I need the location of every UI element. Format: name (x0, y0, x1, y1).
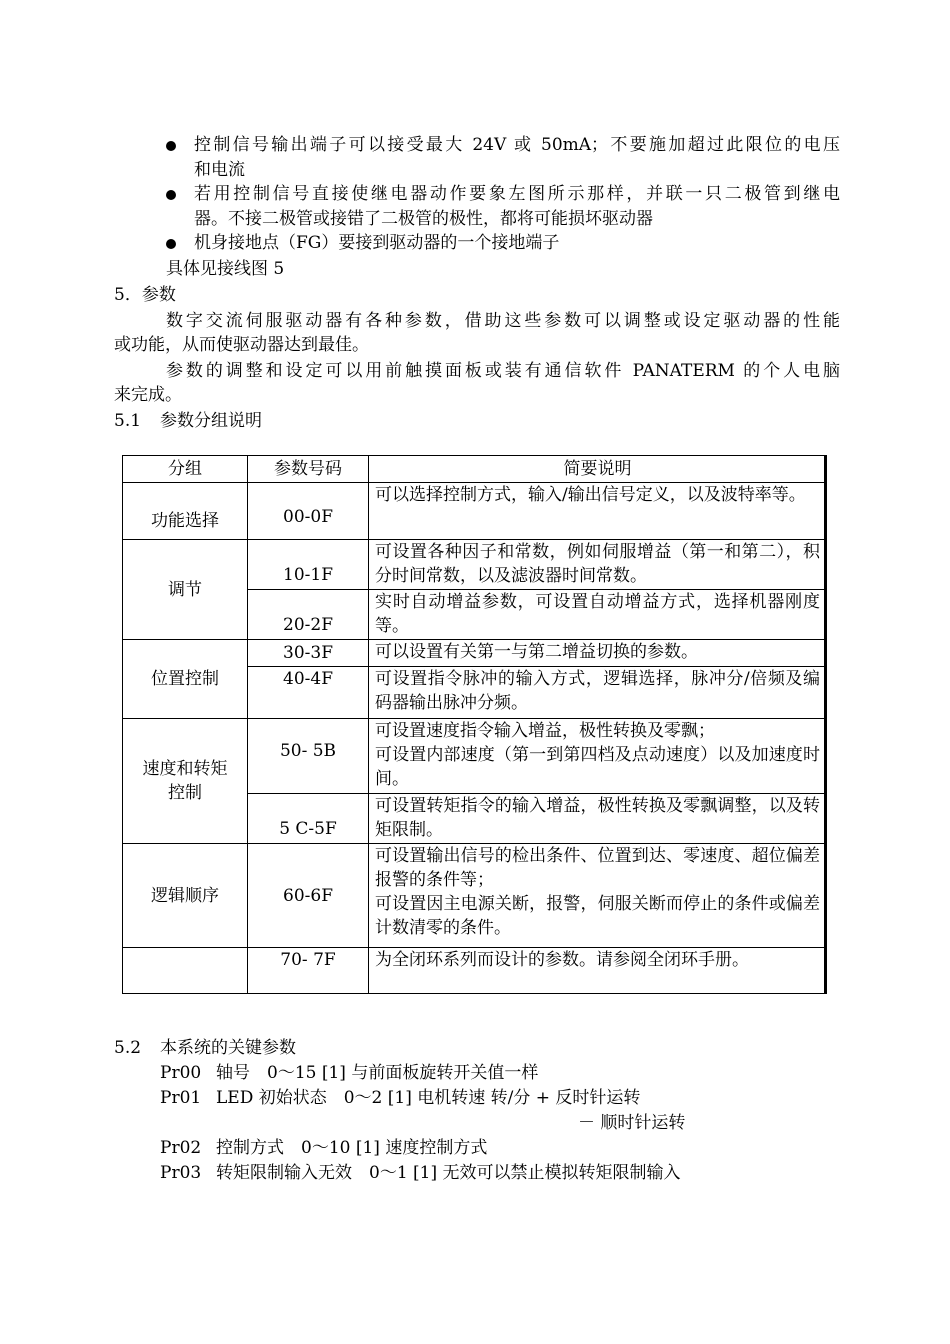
group-cell (123, 719, 248, 844)
param-code: Pr01 (160, 1088, 202, 1108)
section-5-heading: 5．参数 (114, 285, 176, 305)
code-cell: 20-2F (248, 590, 369, 640)
bullet-dot (166, 141, 176, 151)
group-cell: 逻辑顺序 (123, 844, 248, 948)
description-line: 可设置输出信号的检出条件、位置到达、零速度、超位偏差报警的条件等； (375, 846, 820, 890)
description-cell: 可以选择控制方式，输入/输出信号定义，以及波特率等。 (369, 483, 827, 540)
code-cell: 5 C-5F (248, 794, 369, 844)
description-cell: 实时自动增益参数，可设置自动增益方式，选择机器刚度等。 (369, 590, 827, 640)
description-cell: 可设置转矩指令的输入增益，极性转换及零飘调整，以及转矩限制。 (369, 794, 827, 844)
bullet-dot (166, 239, 176, 249)
bullet-3-line1: 机身接地点（FG）要接到驱动器的一个接地端子 (194, 233, 560, 253)
table-row (123, 844, 827, 948)
see-figure-note: 具体见接线图 5 (166, 259, 285, 279)
description-cell: 可设置各种因子和常数，例如伺服增益（第一和第二），积分时间常数，以及滤波器时间常数。 (369, 540, 827, 590)
bullet-2-line2: 器。不接二极管或接错了二极管的极性，都将可能损坏驱动器 (194, 209, 653, 229)
description-cell: 可以设置有关第一与第二增益切换的参数。 (369, 640, 827, 667)
group-cell: 功能选择 (123, 483, 248, 540)
param-text: 轴号 0～15 [1] 与前面板旋转开关值一样 (216, 1063, 539, 1083)
description-line: 可设置因主电源关断，报警，伺服关断而停止的条件或偏差计数清零的条件。 (375, 894, 820, 938)
group-label-line1: 速度和转矩 (142, 759, 228, 779)
bullet-1-line1: 控制信号输出端子可以接受最大 24V 或 50mA；不要施加超过此限位的电压 (194, 135, 840, 155)
description-cell: 为全闭环系列而设计的参数。请参阅全闭环手册。 (369, 948, 827, 994)
parameter-group-table (122, 455, 827, 994)
code-cell: 40-4F (248, 667, 369, 719)
section-5-para1-line2: 或功能，从而使驱动器达到最佳。 (114, 335, 369, 355)
section-5-para2-line2: 来完成。 (114, 385, 182, 405)
code-cell: 70- 7F (248, 948, 369, 994)
section-5-2-number: 5.2 (114, 1038, 142, 1058)
param-code: Pr02 (160, 1138, 202, 1158)
table-header-row (123, 456, 827, 483)
code-cell: 50- 5B (248, 719, 369, 794)
group-cell (123, 948, 248, 994)
bullet-2-line1: 若用控制信号直接使继电器动作要象左图所示那样，并联一只二极管到继电 (194, 184, 840, 204)
code-cell: 00-0F (248, 483, 369, 540)
group-cell: 位置控制 (123, 640, 248, 719)
description-cell (369, 844, 827, 948)
table-row (123, 483, 827, 540)
code-cell: 30-3F (248, 640, 369, 667)
section-5-1-number: 5.1 (114, 411, 142, 431)
code-cell: 10-1F (248, 540, 369, 590)
section-5-2-title: 本系统的关键参数 (160, 1038, 296, 1058)
table-row (123, 540, 827, 590)
description-line: 可设置内部速度（第一到第四档及点动速度）以及加速度时间。 (375, 745, 820, 789)
header-group: 分组 (123, 456, 248, 483)
description-line: 可设置速度指令输入增益，极性转换及零飘； (375, 721, 715, 741)
header-description: 简要说明 (369, 456, 827, 483)
section-5-para2-line1: 参数的调整和设定可以用前触摸面板或装有通信软件 PANATERM 的个人电脑 (166, 361, 840, 381)
table-row (123, 719, 827, 794)
section-5-1-title: 参数分组说明 (160, 411, 262, 431)
description-cell: 可设置指令脉冲的输入方式，逻辑选择，脉冲分/倍频及编码器输出脉冲分频。 (369, 667, 827, 719)
group-cell: 调节 (123, 540, 248, 640)
bullet-dot (166, 190, 176, 200)
code-cell: 60-6F (248, 844, 369, 948)
table-row (123, 640, 827, 667)
param-code: Pr03 (160, 1163, 202, 1183)
param-code: Pr00 (160, 1063, 202, 1083)
header-code: 参数号码 (248, 456, 369, 483)
bullet-1-line2: 和电流 (194, 160, 245, 180)
table-right-border (824, 455, 827, 993)
description-cell (369, 719, 827, 794)
table-row (123, 948, 827, 994)
param-text-continued: － 顺时针运转 (578, 1113, 686, 1133)
param-text: LED 初始状态 0～2 [1] 电机转速 转/分 + 反时针运转 (216, 1088, 641, 1108)
group-label-line2: 控制 (168, 783, 202, 803)
param-text: 控制方式 0～10 [1] 速度控制方式 (216, 1138, 488, 1158)
section-5-para1-line1: 数字交流伺服驱动器有各种参数，借助这些参数可以调整或设定驱动器的性能 (166, 311, 840, 331)
param-text: 转矩限制输入无效 0～1 [1] 无效可以禁止模拟转矩限制输入 (216, 1163, 681, 1183)
